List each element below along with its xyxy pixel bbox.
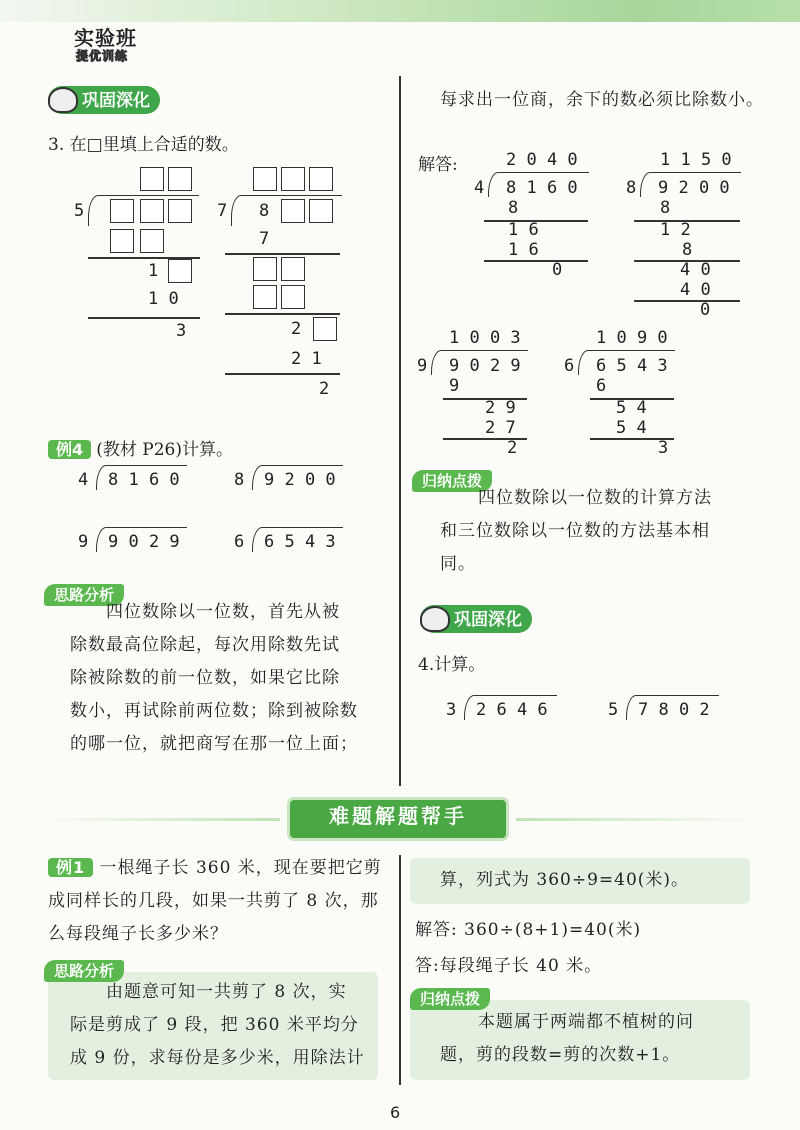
answer-box[interactable]: [253, 257, 277, 281]
step: 1 6: [508, 220, 539, 240]
robot-icon: [420, 606, 450, 632]
header-band: [0, 0, 800, 22]
q4-divisor-2: 5: [608, 700, 619, 720]
answer-label: 解答:: [418, 155, 458, 175]
example-label: 例1: [48, 858, 93, 877]
answer-box[interactable]: [253, 167, 277, 191]
example4-source: (教材 P26)计算。: [96, 440, 233, 460]
answer-box[interactable]: [309, 167, 333, 191]
answer-box[interactable]: [110, 229, 134, 253]
step: 4 0: [680, 280, 711, 300]
column-divider-bottom: [399, 855, 401, 1085]
ex4-dividend-1: 8 1 6 0: [108, 470, 180, 490]
digit: 1: [148, 261, 159, 281]
answer-box[interactable]: [281, 167, 305, 191]
solution-4: [562, 328, 692, 458]
analysis-line: 除数最高位除起，每次用除数先试: [70, 635, 340, 655]
brand-subtitle: 提优训练: [76, 49, 129, 63]
summary2-line: 题，剪的段数=剪的次数+1。: [440, 1045, 681, 1065]
analysis2-line: 成 9 份，求每份是多少米，用除法计: [70, 1048, 365, 1068]
step: 8: [660, 198, 671, 218]
step: 9: [449, 376, 460, 396]
answer-box[interactable]: [110, 199, 134, 223]
analysis2-line: 际是剪成了 9 段，把 360 米平均分: [70, 1015, 359, 1035]
summary-line: 和三位数除以一位数的方法基本相: [440, 521, 710, 541]
answer-box[interactable]: [140, 167, 164, 191]
remainder: 2: [319, 379, 330, 399]
rule-line: [88, 317, 200, 319]
ex4-divisor-1: 4: [78, 470, 89, 490]
answer-box[interactable]: [281, 199, 305, 223]
answer-box[interactable]: [140, 199, 164, 223]
answer-box[interactable]: [140, 229, 164, 253]
divisor: 9: [417, 356, 428, 376]
answer-box[interactable]: [313, 317, 337, 341]
analysis2-continued: 算，列式为 360÷9=40(米)。: [440, 870, 690, 890]
summary2-line: 本题属于两端都不植树的问: [478, 1012, 694, 1032]
dividend: 9 0 2 9: [449, 356, 521, 376]
rule-line: [225, 253, 340, 255]
divisor: 8: [626, 178, 637, 198]
solution-1: [418, 150, 598, 280]
example4-header: [48, 435, 233, 460]
analysis-line: 除被除数的前一位数，如果它比除: [70, 668, 340, 688]
answer-box[interactable]: [281, 257, 305, 281]
step: 2 9: [485, 398, 516, 418]
q4-dividend-2: 7 8 0 2: [638, 700, 710, 720]
banner-line-right: [516, 818, 756, 821]
q3-puzzle-2: [215, 165, 345, 400]
example1-line: 一根绳子长 360 米，现在要把它剪: [99, 858, 382, 878]
ex4-dividend-2: 9 2 0 0: [264, 470, 336, 490]
step: 5 4: [616, 398, 647, 418]
banner-line-left: [40, 818, 280, 821]
final-answer: 答:每段绳子长 40 米。: [415, 956, 603, 976]
q4-divisor-1: 3: [446, 700, 457, 720]
solution-3: [415, 328, 545, 458]
summary2-text: [440, 1006, 750, 1072]
answer-box[interactable]: [309, 199, 333, 223]
step: 8: [508, 198, 519, 218]
ex4-divisor-3: 9: [78, 532, 89, 552]
rule-line: [225, 313, 340, 315]
analysis-text: [70, 596, 390, 761]
column-divider: [399, 76, 401, 786]
robot-icon: [48, 87, 78, 113]
divisor: 5: [74, 201, 85, 221]
quotient: 1 0 0 3: [449, 328, 521, 348]
rule-line: [484, 260, 588, 262]
step: 5 4: [616, 418, 647, 438]
dividend: 8 1 6 0: [506, 178, 578, 198]
answer-box[interactable]: [168, 199, 192, 223]
step: 2: [507, 438, 518, 458]
q3-puzzle-1: [60, 165, 200, 345]
quotient: 2 0 4 0: [506, 150, 578, 170]
divisor: 7: [217, 201, 228, 221]
step: 1 2: [660, 220, 691, 240]
section-banner: 难题解题帮手: [290, 800, 506, 838]
analysis2-text: [70, 976, 380, 1075]
answer-box[interactable]: [253, 285, 277, 309]
example-label: 例4: [48, 440, 91, 459]
remainder: 3: [176, 321, 187, 341]
q3-prompt: [48, 130, 239, 155]
dividend: 6 5 4 3: [596, 356, 668, 376]
quotient: 1 0 9 0: [596, 328, 668, 348]
solution-2: [622, 150, 762, 320]
divisor: 6: [564, 356, 575, 376]
summary-text: [440, 482, 760, 581]
analysis2-line: 由题意可知一共剪了 8 次，实: [106, 982, 347, 1002]
answer-box[interactable]: [168, 167, 192, 191]
step: 3: [658, 438, 669, 458]
analysis-tag: 思路分析: [44, 584, 124, 606]
rule-line: [225, 373, 340, 375]
analysis-line: 四位数除以一位数，首先从被: [106, 602, 340, 622]
ex4-dividend-4: 6 5 4 3: [264, 532, 336, 552]
example1-line: 么每段绳子长多少米？: [48, 924, 228, 944]
analysis-continued: 每求出一位商，余下的数必须比除数小。: [440, 90, 764, 110]
ex4-dividend-3: 9 0 2 9: [108, 532, 180, 552]
section-badge-label: 巩固深化: [454, 610, 522, 630]
example1-text: [48, 852, 388, 951]
summary-tag: 归纳点拨: [410, 988, 490, 1010]
step: 0: [700, 300, 711, 320]
step: 6: [596, 376, 607, 396]
solution-line: [415, 914, 641, 947]
ex4-divisor-4: 6: [234, 532, 245, 552]
digit: 1 0: [148, 289, 179, 309]
summary-tag: 归纳点拨: [412, 470, 492, 492]
dividend: 9 2 0 0: [658, 178, 730, 198]
digit: 8: [259, 201, 270, 221]
section-badge-label: 巩固深化: [82, 91, 150, 111]
q4-dividend-1: 2 6 4 6: [476, 700, 548, 720]
q4-prompt: 4.计算。: [418, 655, 486, 675]
answer-label: 解答:: [415, 920, 458, 940]
solution-expression: 360÷(8+1)=40(米): [464, 920, 642, 940]
summary-line: 四位数除以一位数的计算方法: [478, 488, 712, 508]
divisor: 4: [474, 178, 485, 198]
step: 1 6: [508, 240, 539, 260]
step: 8: [682, 240, 693, 260]
step: 0: [552, 260, 563, 280]
example1-line: 成同样长的几段，如果一共剪了 8 次，那: [48, 891, 379, 911]
analysis-tag: 思路分析: [44, 960, 124, 982]
answer-box[interactable]: [281, 285, 305, 309]
rule-line: [634, 300, 740, 302]
digit: 2: [291, 319, 302, 339]
analysis-line: 数小，再试除前两位数；除到被除数: [70, 701, 358, 721]
step: 2 7: [485, 418, 516, 438]
q3-number: 3.: [48, 135, 65, 155]
digit: 7: [259, 229, 270, 249]
analysis-line: 的哪一位，就把商写在那一位上面；: [70, 734, 358, 754]
ex4-divisor-2: 8: [234, 470, 245, 490]
answer-box[interactable]: [168, 259, 192, 283]
digit: 2 1: [291, 349, 322, 369]
step: 4 0: [680, 260, 711, 280]
brand-title: 实验班: [74, 26, 137, 50]
summary-line: 同。: [440, 554, 476, 574]
quotient: 1 1 5 0: [660, 150, 732, 170]
page-number: 6: [390, 1103, 401, 1122]
q3-text: 在□里填上合适的数。: [69, 135, 239, 155]
